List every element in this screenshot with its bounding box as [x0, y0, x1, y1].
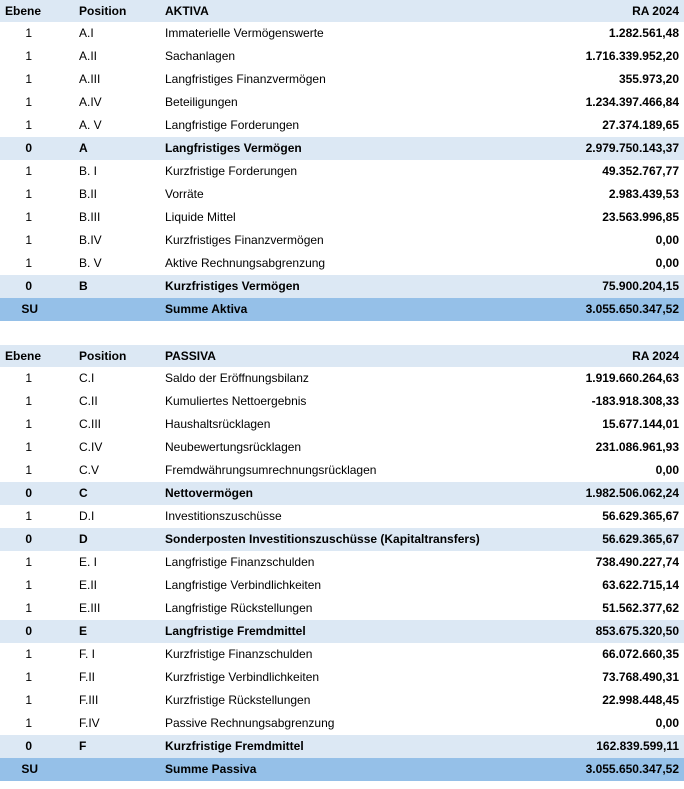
cell-ebene: SU — [21, 762, 38, 776]
cell-value: 1.919.660.264,63 — [585, 371, 679, 385]
table-row — [0, 505, 684, 528]
table-row — [0, 574, 684, 597]
cell-label: Aktive Rechnungsabgrenzung — [165, 256, 326, 270]
cell-position: F — [79, 739, 87, 753]
cell-label: Langfristige Forderungen — [165, 118, 300, 132]
table-row — [0, 712, 684, 735]
table-row — [0, 367, 684, 390]
table-row — [0, 137, 684, 160]
cell-label: Langfristige Verbindlichkeiten — [165, 578, 322, 592]
column-header-ebene: Ebene — [5, 4, 42, 18]
cell-ebene: 1 — [25, 716, 32, 730]
cell-position: C.II — [79, 394, 98, 408]
table-row — [0, 758, 684, 781]
cell-label: Kurzfristiges Finanzvermögen — [165, 233, 324, 247]
table-row — [0, 551, 684, 574]
table-row — [0, 459, 684, 482]
cell-position: E.III — [79, 601, 101, 615]
cell-ebene: 0 — [25, 141, 32, 155]
cell-position: B. V — [79, 256, 102, 270]
cell-value: 56.629.365,67 — [602, 509, 679, 523]
cell-value: 73.768.490,31 — [602, 670, 679, 684]
cell-position: E. I — [79, 555, 98, 569]
table-row — [0, 206, 684, 229]
table-aktiva — [0, 0, 684, 321]
table-row — [0, 252, 684, 275]
cell-label: Langfristiges Finanzvermögen — [165, 72, 326, 86]
cell-position: F.IV — [79, 716, 100, 730]
table-header-row — [0, 345, 684, 367]
cell-value: -183.918.308,33 — [591, 394, 679, 408]
table-row — [0, 229, 684, 252]
cell-position: D — [79, 532, 88, 546]
table-row — [0, 528, 684, 551]
table-row — [0, 390, 684, 413]
cell-label: Kurzfristige Fremdmittel — [165, 739, 304, 753]
column-header-value: RA 2024 — [632, 349, 679, 363]
cell-value: 231.086.961,93 — [595, 440, 679, 454]
table-row — [0, 620, 684, 643]
cell-label: Sonderposten Investitionszuschüsse (Kapitaltransfers) — [165, 532, 480, 546]
cell-value: 0,00 — [655, 233, 679, 247]
cell-value: 3.055.650.347,52 — [585, 302, 679, 316]
cell-value: 1.234.397.466,84 — [585, 95, 679, 109]
cell-value: 853.675.320,50 — [595, 624, 679, 638]
cell-label: Langfristige Finanzschulden — [165, 555, 315, 569]
cell-label: Fremdwährungsumrechnungsrücklagen — [165, 463, 377, 477]
cell-ebene: 0 — [25, 279, 32, 293]
cell-label: Summe Aktiva — [165, 302, 248, 316]
cell-position: A.IV — [79, 95, 102, 109]
cell-value: 56.629.365,67 — [602, 532, 679, 546]
cell-label: Vorräte — [165, 187, 204, 201]
cell-label: Langfristige Fremdmittel — [165, 624, 306, 638]
cell-ebene: 1 — [25, 693, 32, 707]
cell-value: 66.072.660,35 — [602, 647, 679, 661]
cell-ebene: 1 — [25, 440, 32, 454]
cell-value: 15.677.144,01 — [602, 417, 679, 431]
cell-ebene: 1 — [25, 394, 32, 408]
cell-value: 162.839.599,11 — [596, 739, 679, 753]
cell-position: E — [79, 624, 88, 638]
cell-ebene: 1 — [25, 256, 32, 270]
cell-position: C — [79, 486, 88, 500]
cell-value: 0,00 — [655, 463, 679, 477]
cell-ebene: 0 — [25, 739, 32, 753]
cell-label: Kurzfristige Finanzschulden — [165, 647, 313, 661]
column-header-ebene: Ebene — [5, 349, 42, 363]
cell-value: 0,00 — [655, 256, 679, 270]
cell-label: Kurzfristige Verbindlichkeiten — [165, 670, 320, 684]
cell-position: A. V — [79, 118, 102, 132]
cell-label: Saldo der Eröffnungsbilanz — [165, 371, 309, 385]
cell-ebene: 1 — [25, 233, 32, 247]
table-row — [0, 597, 684, 620]
cell-value: 51.562.377,62 — [602, 601, 679, 615]
cell-position: B.IV — [79, 233, 102, 247]
cell-value: 1.716.339.952,20 — [585, 49, 679, 63]
cell-value: 355.973,20 — [618, 72, 679, 86]
cell-label: Immaterielle Vermögenswerte — [165, 26, 324, 40]
cell-ebene: 1 — [25, 95, 32, 109]
cell-value: 738.490.227,74 — [595, 555, 679, 569]
table-row — [0, 22, 684, 45]
cell-ebene: 0 — [25, 532, 32, 546]
cell-ebene: 1 — [25, 509, 32, 523]
cell-label: Investitionszuschüsse — [165, 509, 282, 523]
cell-label: Neubewertungsrücklagen — [165, 440, 302, 454]
cell-ebene: 1 — [25, 670, 32, 684]
cell-ebene: 0 — [25, 486, 32, 500]
table-row — [0, 298, 684, 321]
cell-position: B.III — [79, 210, 101, 224]
cell-label: Langfristiges Vermögen — [165, 141, 302, 155]
cell-label: Kurzfristiges Vermögen — [165, 279, 300, 293]
cell-ebene: 1 — [25, 463, 32, 477]
cell-label: Nettovermögen — [165, 486, 254, 500]
table-row — [0, 413, 684, 436]
cell-position: C.V — [79, 463, 100, 477]
cell-ebene: 1 — [25, 371, 32, 385]
cell-ebene: 1 — [25, 26, 32, 40]
cell-value: 22.998.448,45 — [602, 693, 679, 707]
table-row — [0, 436, 684, 459]
cell-ebene: 1 — [25, 578, 32, 592]
cell-position: A.III — [79, 72, 101, 86]
cell-ebene: 1 — [25, 164, 32, 178]
cell-value: 3.055.650.347,52 — [585, 762, 679, 776]
cell-value: 2.979.750.143,37 — [585, 141, 679, 155]
cell-ebene: 1 — [25, 49, 32, 63]
column-header-position: Position — [79, 4, 127, 18]
cell-position — [68, 298, 154, 321]
cell-value: 1.982.506.062,24 — [585, 486, 679, 500]
table-row — [0, 183, 684, 206]
cell-position: B — [79, 279, 88, 293]
column-header-label: AKTIVA — [165, 4, 209, 18]
table-spacer — [0, 321, 684, 345]
table-row — [0, 91, 684, 114]
cell-position: B.II — [79, 187, 98, 201]
table-row — [0, 45, 684, 68]
cell-position: D.I — [79, 509, 95, 523]
cell-ebene: 1 — [25, 187, 32, 201]
cell-label: Kumuliertes Nettoergebnis — [165, 394, 307, 408]
cell-ebene: 0 — [25, 624, 32, 638]
cell-ebene: 1 — [25, 555, 32, 569]
table-passiva — [0, 345, 684, 781]
cell-position — [68, 758, 154, 781]
table-row — [0, 735, 684, 758]
cell-ebene: 1 — [25, 72, 32, 86]
cell-value: 49.352.767,77 — [602, 164, 679, 178]
table-row — [0, 689, 684, 712]
cell-label: Summe Passiva — [165, 762, 257, 776]
cell-value: 63.622.715,14 — [602, 578, 679, 592]
cell-position: A.II — [79, 49, 98, 63]
table-row — [0, 160, 684, 183]
column-header-value: RA 2024 — [632, 4, 679, 18]
cell-position: F. I — [79, 647, 96, 661]
cell-position: B. I — [79, 164, 98, 178]
cell-label: Haushaltsrücklagen — [165, 417, 271, 431]
cell-value: 75.900.204,15 — [602, 279, 679, 293]
table-row — [0, 643, 684, 666]
table-row — [0, 68, 684, 91]
table-row — [0, 275, 684, 298]
cell-position: A — [79, 141, 88, 155]
table-row — [0, 666, 684, 689]
cell-position: C.III — [79, 417, 102, 431]
cell-label: Langfristige Rückstellungen — [165, 601, 313, 615]
cell-label: Kurzfristige Rückstellungen — [165, 693, 311, 707]
cell-label: Beteiligungen — [165, 95, 238, 109]
table-row — [0, 114, 684, 137]
cell-label: Kurzfristige Forderungen — [165, 164, 298, 178]
cell-position: C.I — [79, 371, 95, 385]
cell-value: 23.563.996,85 — [602, 210, 679, 224]
cell-ebene: SU — [21, 302, 38, 316]
cell-ebene: 1 — [25, 601, 32, 615]
cell-position: F.II — [79, 670, 96, 684]
cell-position: C.IV — [79, 440, 103, 454]
cell-value: 1.282.561,48 — [608, 26, 679, 40]
cell-position: F.III — [79, 693, 99, 707]
cell-ebene: 1 — [25, 647, 32, 661]
cell-position: E.II — [79, 578, 98, 592]
column-header-position: Position — [79, 349, 127, 363]
cell-ebene: 1 — [25, 210, 32, 224]
cell-label: Liquide Mittel — [165, 210, 236, 224]
cell-position: A.I — [79, 26, 94, 40]
cell-value: 2.983.439,53 — [608, 187, 679, 201]
cell-label: Passive Rechnungsabgrenzung — [165, 716, 335, 730]
table-row — [0, 482, 684, 505]
cell-ebene: 1 — [25, 118, 32, 132]
cell-label: Sachanlagen — [165, 49, 236, 63]
column-header-label: PASSIVA — [165, 349, 216, 363]
cell-value: 27.374.189,65 — [602, 118, 679, 132]
table-header-row — [0, 0, 684, 22]
cell-ebene: 1 — [25, 417, 32, 431]
cell-value: 0,00 — [655, 716, 679, 730]
